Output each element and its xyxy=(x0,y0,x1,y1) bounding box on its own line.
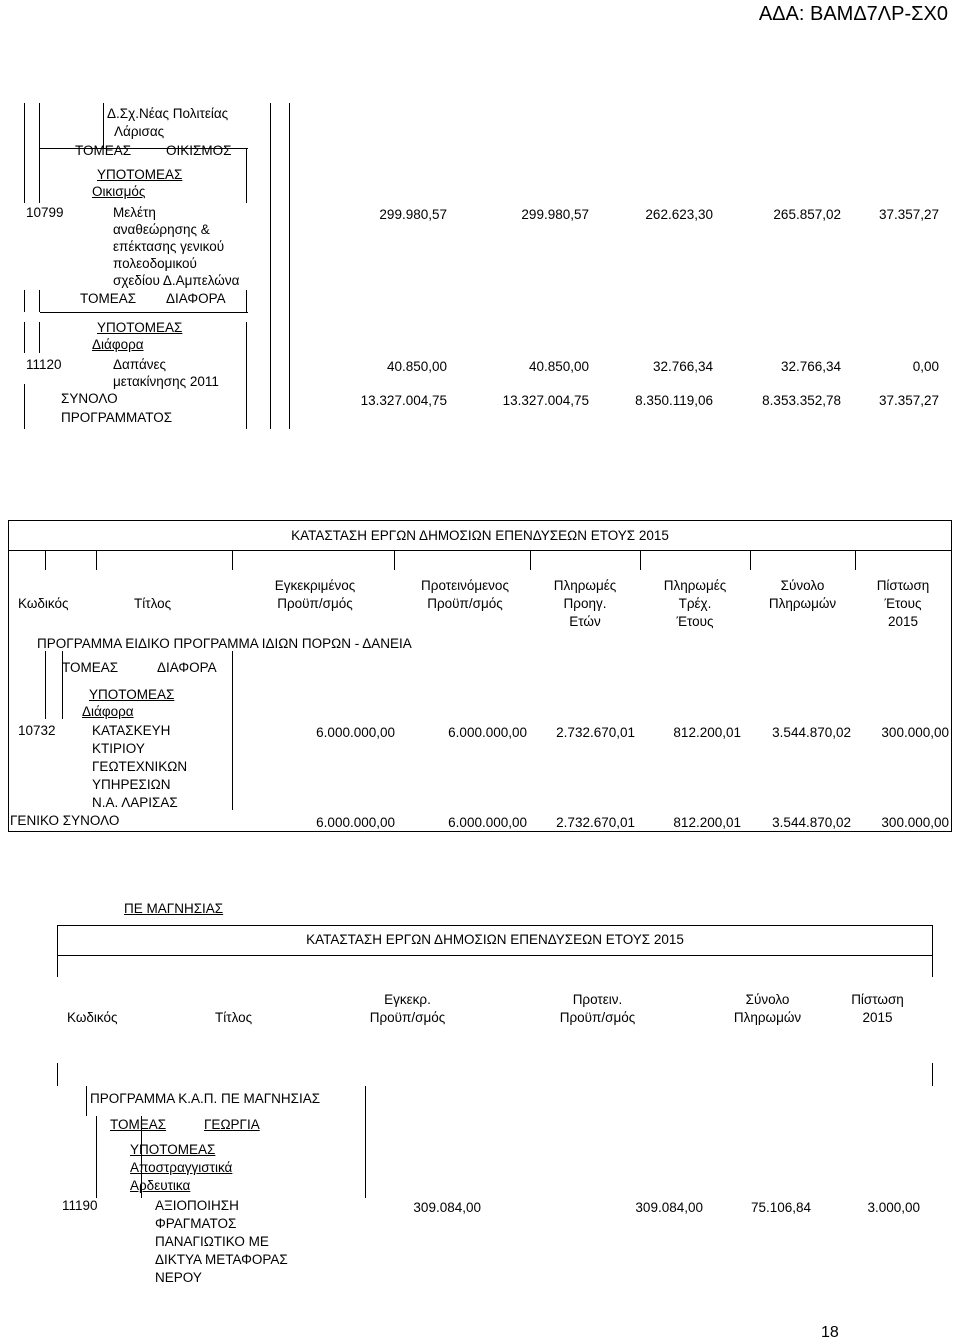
b2-row-title-2: ΚΤΙΡΙΟΥ xyxy=(92,741,145,756)
gt-approved: 6.000.000,00 xyxy=(316,815,395,830)
b3-row-title-4: ΔΙΚΤΥΑ ΜΕΤΑΦΟΡΑΣ xyxy=(155,1252,288,1267)
b2-row-proposed: 6.000.000,00 xyxy=(448,725,527,740)
block3-title: ΚΑΤΑΣΤΑΣΗ ΕΡΓΩΝ ΔΗΜΟΣΙΩΝ ΕΠΕΝΔΥΣΕΩΝ ΕΤΟΥΣ 2015 xyxy=(306,932,684,947)
b3-col-credit-2: 2015 xyxy=(862,1010,893,1025)
b3-col-code: Κωδικός xyxy=(67,1010,118,1025)
b3-program: ΠΡΟΓΡΑΜΜΑ Κ.Α.Π. ΠΕ ΜΑΓΝΗΣΙΑΣ xyxy=(90,1091,321,1106)
sector2-value: ΔΙΑΦΟΡΑ xyxy=(166,291,226,306)
row1-cur: 265.857,02 xyxy=(773,207,841,222)
b3-col-total-2: Πληρωμών xyxy=(733,1010,802,1025)
total-label-1: ΣΥΝΟΛΟ xyxy=(61,391,118,406)
col-cur-3: Έτους xyxy=(676,614,714,629)
b2-row-title-4: ΥΠΗΡΕΣΙΩΝ xyxy=(92,777,171,792)
col-proposed-1: Προτεινόμενος xyxy=(421,578,509,593)
b3-col-total-1: Σύνολο xyxy=(745,992,790,1007)
gt-credit: 300.000,00 xyxy=(881,815,949,830)
b2-row-title-1: ΚΑΤΑΣΚΕΥΗ xyxy=(92,723,171,738)
b3-sector-value: ΓΕΩΡΓΙΑ xyxy=(204,1117,260,1132)
row2-title-2: μετακίνησης 2011 xyxy=(113,374,219,389)
col-total-2: Πληρωμών xyxy=(768,596,837,611)
col-credit-1: Πίστωση xyxy=(876,578,930,593)
total-approved: 13.327.004,75 xyxy=(360,393,447,408)
subsector2-value: Διάφορα xyxy=(92,337,144,352)
b3-col-credit-1: Πίστωση xyxy=(851,992,904,1007)
b3-subsector-1: Αποστραγγιστικά xyxy=(130,1160,233,1175)
b3-row-title-3: ΠΑΝΑΓΙΩΤΙΚΟ ΜΕ xyxy=(155,1234,269,1249)
subsector-value: Οικισμός xyxy=(92,184,146,199)
row1-title-4: πολεοδομικού xyxy=(113,256,197,271)
gt-prev: 2.732.670,01 xyxy=(556,815,635,830)
b3-col-approved-1: Εγκεκρ. xyxy=(384,992,431,1007)
block2-sector-value: ΔΙΑΦΟΡΑ xyxy=(157,660,217,675)
col-approved-1: Εγκεκριμένος xyxy=(274,578,356,593)
block2-program: ΠΡΟΓΡΑΜΜΑ ΕΙΔΙΚΟ ΠΡΟΓΡΑΜΜΑ ΙΔΙΩΝ ΠΟΡΩΝ - ΔΑΝΕΙΑ xyxy=(37,636,412,651)
b3-row-code: 11190 xyxy=(62,1198,98,1213)
b3-col-proposed-2: Προϋπ/σμός xyxy=(559,1010,636,1025)
gt-cur: 812.200,01 xyxy=(673,815,741,830)
b3-col-title: Τίτλος xyxy=(215,1010,253,1025)
row2-credit: 0,00 xyxy=(912,359,939,374)
row1-approved: 299.980,57 xyxy=(379,207,447,222)
block2-subsector-label: ΥΠΟΤΟΜΕΑΣ xyxy=(89,687,175,702)
row1-title-1: Μελέτη xyxy=(113,205,156,220)
total-proposed: 13.327.004,75 xyxy=(502,393,589,408)
b3-subsector-2: Αρδευτικα xyxy=(130,1178,191,1193)
b2-row-credit: 300.000,00 xyxy=(881,725,949,740)
subsector2-label: ΥΠΟΤΟΜΕΑΣ xyxy=(97,320,183,335)
b3-row-proposed: 309.084,00 xyxy=(635,1200,703,1215)
b2-row-prev: 2.732.670,01 xyxy=(556,725,635,740)
col-credit-3: 2015 xyxy=(887,614,919,629)
b2-row-cur: 812.200,01 xyxy=(673,725,741,740)
gt-total: 3.544.870,02 xyxy=(772,815,851,830)
col-cur-1: Πληρωμές xyxy=(663,578,727,593)
row2-cur: 32.766,34 xyxy=(780,359,841,374)
row1-title-3: επέκτασης γενικού xyxy=(113,239,225,254)
col-approved-2: Προϋπ/σμός xyxy=(277,596,353,611)
b3-row-title-2: ΦΡΑΓΜΑΤΟΣ xyxy=(155,1216,237,1231)
total-credit: 37.357,27 xyxy=(878,393,939,408)
row2-prev: 32.766,34 xyxy=(652,359,713,374)
total-prev: 8.350.119,06 xyxy=(635,393,713,408)
block2-title: ΚΑΤΑΣΤΑΣΗ ΕΡΓΩΝ ΔΗΜΟΣΙΩΝ ΕΠΕΝΔΥΣΕΩΝ ΕΤΟΥΣ 2015 xyxy=(291,528,669,543)
b3-row-title-5: ΝΕΡΟΥ xyxy=(155,1270,202,1285)
row1-proposed: 299.980,57 xyxy=(521,207,589,222)
b3-subsector-label: ΥΠΟΤΟΜΕΑΣ xyxy=(130,1142,216,1157)
b2-row-code: 10732 xyxy=(18,723,56,738)
row2-code: 11120 xyxy=(26,357,62,372)
b3-row-total: 75.106,84 xyxy=(750,1200,811,1215)
b3-col-approved-2: Προϋπ/σμός xyxy=(369,1010,446,1025)
b2-row-title-5: Ν.Α. ΛΑΡΙΣΑΣ xyxy=(92,795,178,810)
b3-row-credit: 3.000,00 xyxy=(867,1200,920,1215)
sector-label: ΤΟΜΕΑΣ xyxy=(75,143,132,158)
b2-row-total: 3.544.870,02 xyxy=(772,725,851,740)
b3-sector-label: ΤΟΜΕΑΣ xyxy=(110,1117,167,1132)
project-title-line2: Λάρισας xyxy=(114,124,165,139)
row1-title-5: σχεδίου Δ.Αμπελώνα xyxy=(113,273,240,288)
row2-proposed: 40.850,00 xyxy=(528,359,589,374)
col-credit-2: Έτους xyxy=(884,596,922,611)
b3-row-approved: 309.084,00 xyxy=(413,1200,481,1215)
gt-proposed: 6.000.000,00 xyxy=(448,815,527,830)
b2-row-title-3: ΓΕΩΤΕΧΝΙΚΩΝ xyxy=(92,759,188,774)
row2-title-1: Δαπάνες xyxy=(113,357,167,372)
total-label-2: ΠΡΟΓΡΑΜΜΑΤΟΣ xyxy=(61,410,173,425)
row1-prev: 262.623,30 xyxy=(645,207,713,222)
row1-title-2: αναθεώρησης & xyxy=(113,222,210,237)
col-prev-1: Πληρωμές xyxy=(553,578,617,593)
col-title: Τίτλος xyxy=(134,596,172,611)
total-cur: 8.353.352,78 xyxy=(762,393,841,408)
region-title: ΠΕ ΜΑΓΝΗΣΙΑΣ xyxy=(124,901,224,916)
b3-col-proposed-1: Προτειν. xyxy=(572,992,623,1007)
page-number: 18 xyxy=(821,1324,839,1341)
col-cur-2: Τρέχ. xyxy=(678,596,712,611)
col-code: Κωδικός xyxy=(18,596,69,611)
block2-sector-label: ΤΟΜΕΑΣ xyxy=(62,660,119,675)
row2-approved: 40.850,00 xyxy=(386,359,447,374)
project-title-line1: Δ.Σχ.Νέας Πολιτείας xyxy=(107,106,229,121)
b2-row-approved: 6.000.000,00 xyxy=(316,725,395,740)
row1-code: 10799 xyxy=(26,205,64,220)
ada-header: ΑΔΑ: ΒΑΜΔ7ΛΡ-ΣΧ0 xyxy=(758,3,948,25)
sector-value: ΟΙΚΙΣΜΟΣ xyxy=(166,143,232,158)
col-prev-2: Προηγ. xyxy=(563,596,607,611)
col-proposed-2: Προϋπ/σμός xyxy=(427,596,503,611)
subsector-label: ΥΠΟΤΟΜΕΑΣ xyxy=(97,167,183,182)
b3-row-title-1: ΑΞΙΟΠΟΙΗΣΗ xyxy=(155,1198,239,1213)
col-prev-3: Ετών xyxy=(569,614,601,629)
grand-total-label: ΓΕΝΙΚΟ ΣΥΝΟΛΟ xyxy=(10,813,120,828)
sector2-label: ΤΟΜΕΑΣ xyxy=(80,291,137,306)
block2-subsector-value: Διάφορα xyxy=(82,704,134,719)
col-total-1: Σύνολο xyxy=(780,578,825,593)
row1-credit: 37.357,27 xyxy=(878,207,939,222)
